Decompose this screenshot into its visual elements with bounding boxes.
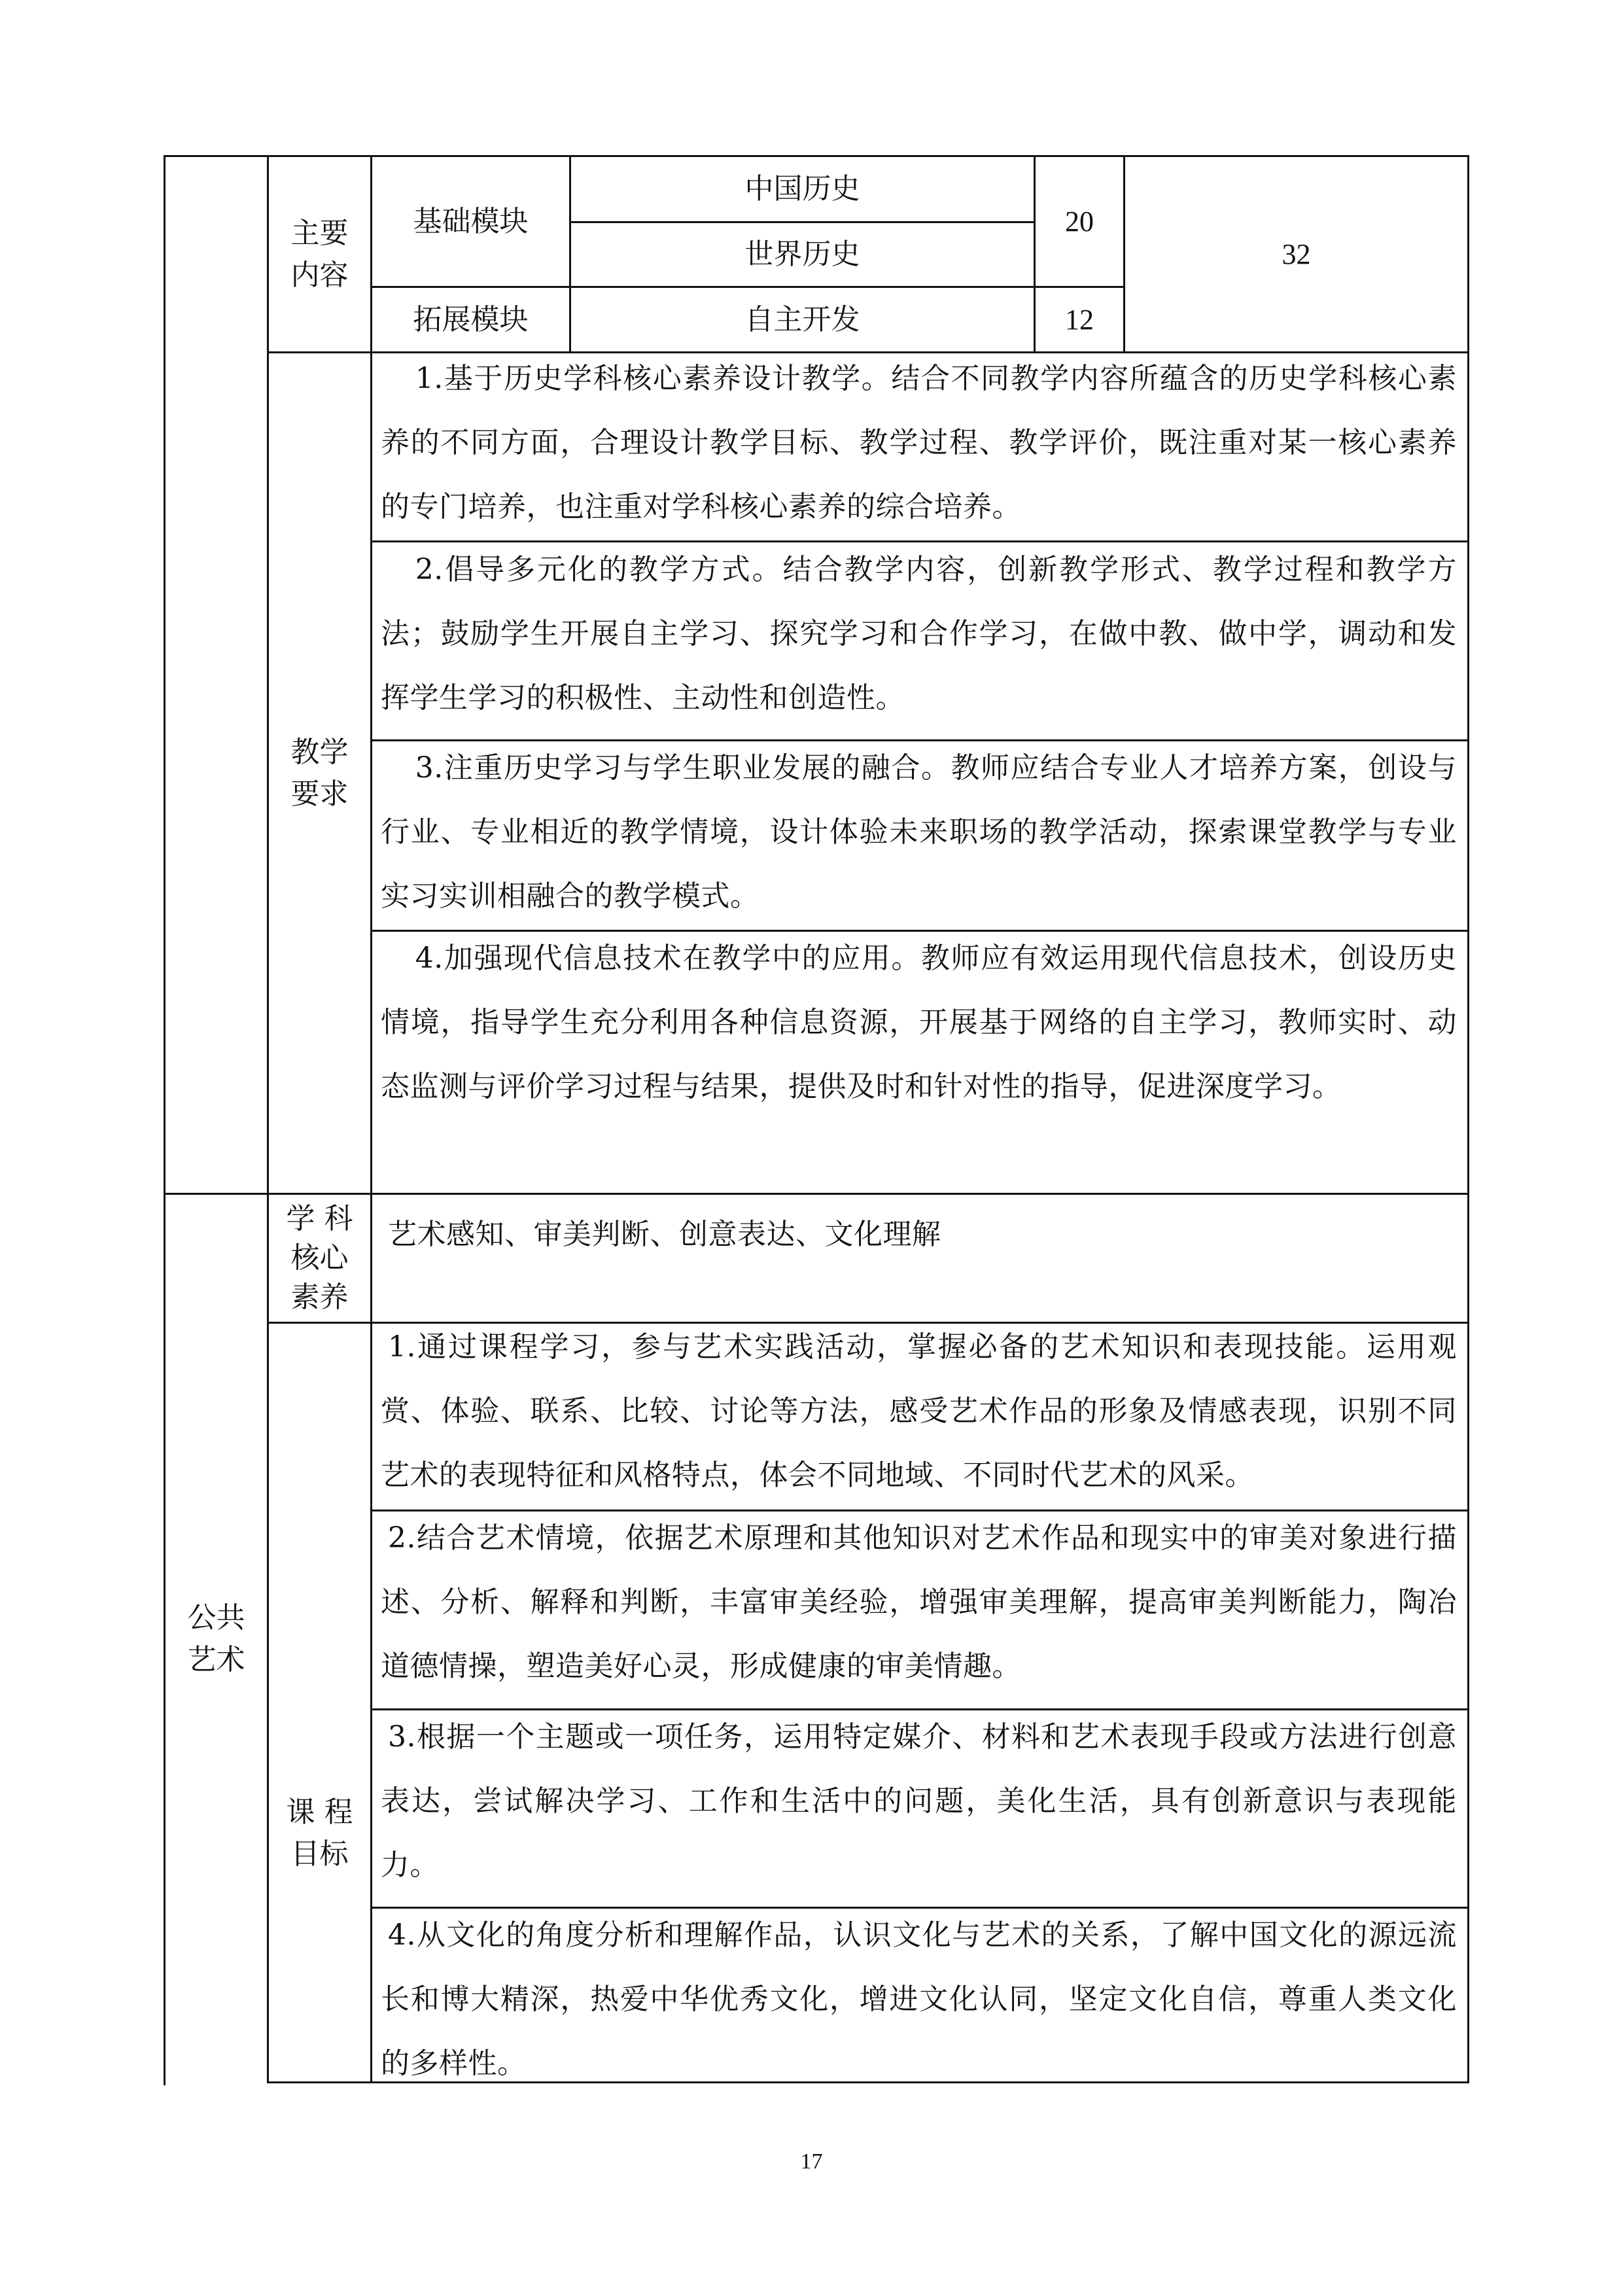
course-goal-3: 3.根据一个主题或一项任务，运用特定媒介、材料和艺术表现手段或方法进行创意表达，尝试解决学习、工作和生活中的问题，美化生活，具有创新意识与表现能力。 <box>381 1720 1457 1882</box>
core-literacy-label: 学 科 核心 素养 <box>286 1202 353 1314</box>
basic-module-label: 基础模块 <box>413 204 529 238</box>
course-goal-1: 1.通过课程学习，参与艺术实践活动，掌握必备的艺术知识和表现技能。运用观赏、体验、联系、比较、讨论等方法，感受艺术作品的形象及情感表现，识别不同艺术的表现特征和风格特点，体会不同地域、不同时代艺术的风采。 <box>381 1330 1457 1492</box>
total-hours: 32 <box>1282 238 1311 270</box>
course-goal-label: 课 程 目标 <box>286 1795 353 1871</box>
teaching-requirement-3: 3.注重历史学习与学生职业发展的融合。教师应结合专业人才培养方案，创设与行业、专业相近的教学情境，设计体验未来职场的教学活动，探索课堂教学与专业实习实训相融合的教学模式。 <box>381 751 1457 913</box>
core-literacy-text: 艺术感知、审美判断、创意表达、文化理解 <box>388 1218 941 1251</box>
extend-module-item: 自主开发 <box>744 302 860 336</box>
main-content-label: 主要 内容 <box>290 216 349 292</box>
teaching-requirement-1: 1.基于历史学科核心素养设计教学。结合不同教学内容所蕴含的历史学科核心素养的不同方面，合理设计教学目标、教学过程、教学评价，既注重对某一核心素养的专门培养，也注重对学科核心素养的综合培养。 <box>381 362 1457 523</box>
basic-module-hours: 20 <box>1065 205 1094 238</box>
page-number: 17 <box>800 2149 823 2174</box>
extend-module-hours: 12 <box>1065 303 1094 336</box>
teaching-requirements-label: 教学 要求 <box>290 735 349 811</box>
extend-module-label: 拓展模块 <box>413 302 529 336</box>
course-goal-4: 4.从文化的角度分析和理解作品，认识文化与艺术的关系，了解中国文化的源远流长和博大精深，热爱中华优秀文化，增进文化认同，坚定文化自信，尊重人类文化的多样性。 <box>381 1918 1457 2080</box>
course-name-public-art: 公共 艺术 <box>187 1601 245 1676</box>
teaching-requirement-4: 4.加强现代信息技术在教学中的应用。教师应有效运用现代信息技术，创设历史情境，指导学生充分利用各种信息资源，开展基于网络的自主学习，教师实时、动态监测与评价学习过程与结果，提供及时和针对性的指导，促进深度学习。 <box>381 942 1457 1103</box>
course-goal-2: 2.结合艺术情境，依据艺术原理和其他知识对艺术作品和现实中的审美对象进行描述、分析、解释和判断，丰富审美经验，增强审美理解，提高审美判断能力，陶冶道德情操，塑造美好心灵，形成健康的审美情趣。 <box>381 1521 1457 1683</box>
basic-item-world-history: 世界历史 <box>744 238 860 271</box>
teaching-requirement-2: 2.倡导多元化的教学方式。结合教学内容，创新教学形式、教学过程和教学方法；鼓励学生开展自主学习、探究学习和合作学习，在做中教、做中学，调动和发挥学生学习的积极性、主动性和创造性。 <box>381 553 1457 715</box>
basic-item-chinese-history: 中国历史 <box>744 172 860 205</box>
